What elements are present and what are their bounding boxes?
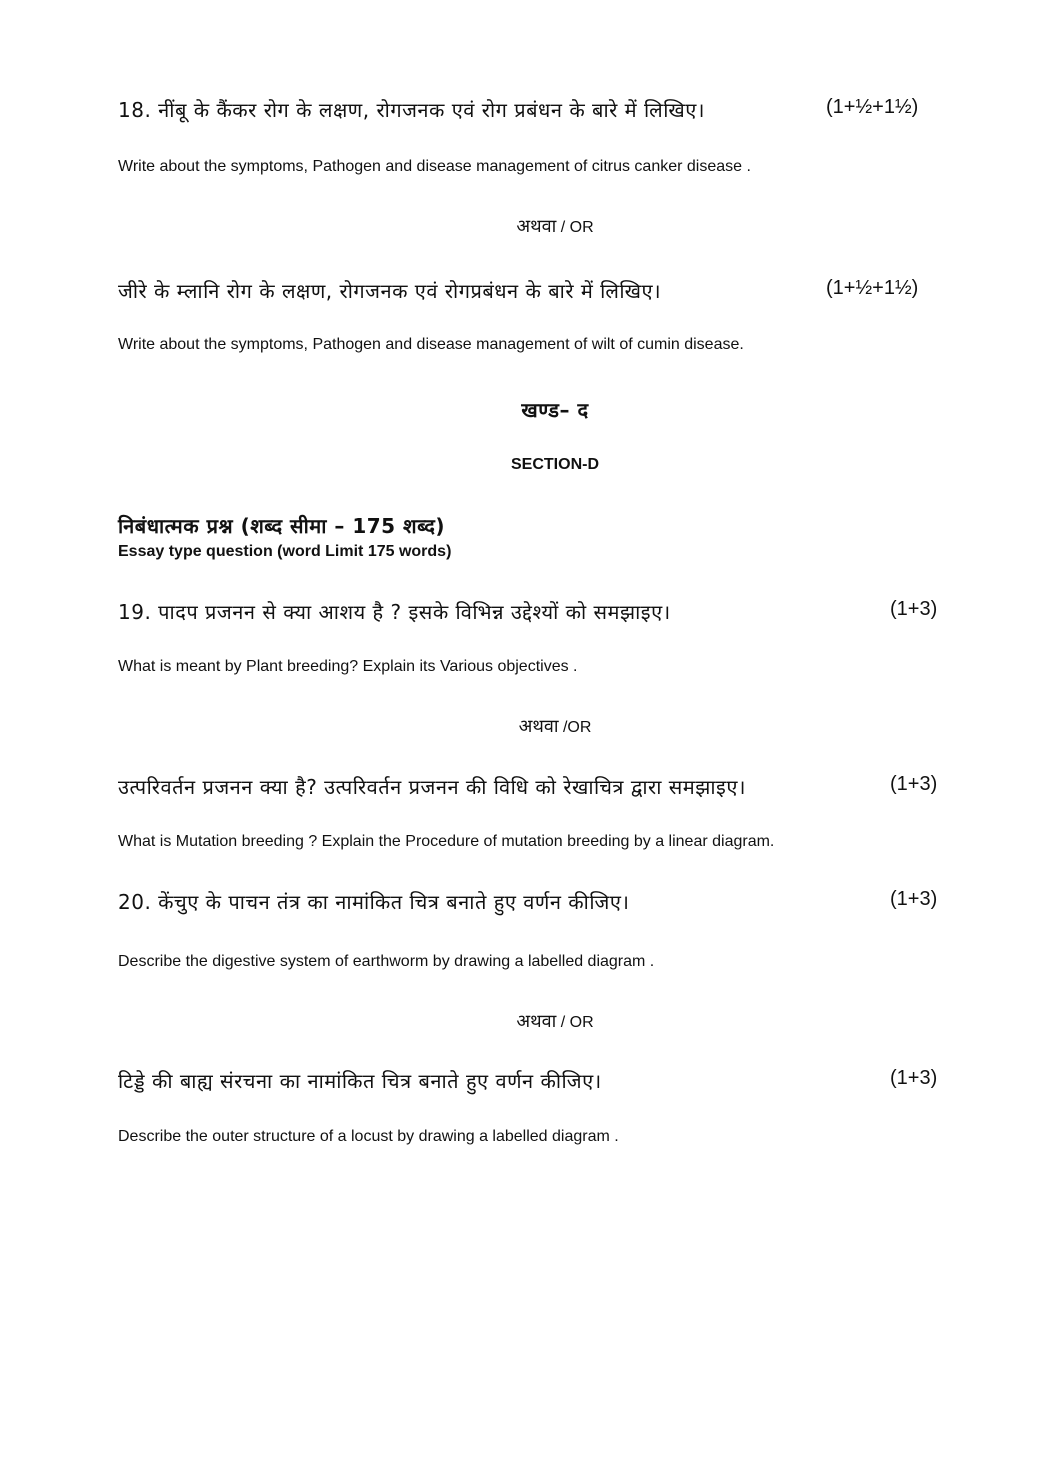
q19-marks: (1+3) [890, 598, 938, 620]
q20-alt-marks: (1+3) [890, 1067, 938, 1089]
q19-hindi-text: 19. पादप प्रजनन से क्या आशय है ? इसके विभिन्न उद्देश्यों को समझाइए। [118, 600, 671, 624]
or-hindi: अथवा [516, 216, 557, 236]
or-separator-3 [0, 1009, 1044, 1033]
q19-alt-marks: (1+3) [890, 773, 938, 795]
section-english-heading: SECTION-D [511, 456, 599, 473]
q18-hindi-text: 18. नींबू के कैंकर रोग के लक्षण, रोगजनक एवं रोग प्रबंधन के बारे में लिखिए। [118, 98, 705, 122]
q20-alt-hindi-text: टिड्डे की बाह्य संरचना का नामांकित चित्र बनाते हुए वर्णन कीजिए। [118, 1069, 602, 1093]
q19-alt-hindi-text: उत्परिवर्तन प्रजनन क्या है? उत्परिवर्तन प्रजनन की विधि को रेखाचित्र द्वारा समझाइए। [118, 775, 746, 799]
or-separator-1 [0, 214, 1044, 238]
q19-english-text: What is meant by Plant breeding? Explain its Various objectives . [118, 658, 578, 675]
q18-english-text: Write about the symptoms, Pathogen and disease management of citrus canker disease . [118, 158, 751, 175]
or-slash: / [556, 219, 570, 236]
q18-marks: (1+½+1½) [826, 96, 919, 118]
or-english: OR [567, 719, 592, 736]
or-hindi: अथवा [516, 1011, 557, 1031]
q20-alt-english-text: Describe the outer structure of a locust by drawing a labelled diagram . [118, 1128, 619, 1145]
or-english: OR [569, 219, 594, 236]
q18-alt-marks: (1+½+1½) [826, 277, 919, 299]
or-slash: / [556, 1014, 570, 1031]
q20-hindi-text: 20. केंचुए के पाचन तंत्र का नामांकित चित्र बनाते हुए वर्णन कीजिए। [118, 890, 630, 914]
or-slash: / [558, 719, 568, 736]
q20-english-text: Describe the digestive system of earthworm by drawing a labelled diagram . [118, 953, 655, 970]
essay-hindi-heading: निबंधात्मक प्रश्न (शब्द सीमा – 175 शब्द) [118, 514, 446, 538]
or-english: OR [569, 1014, 594, 1031]
q19-alt-english-text: What is Mutation breeding ? Explain the Procedure of mutation breeding by a linear diagram. [118, 833, 775, 850]
or-hindi: अथवा [518, 716, 559, 736]
q20-marks: (1+3) [890, 888, 938, 910]
section-hindi-heading: खण्ड– द [521, 398, 589, 422]
q18-alt-english-text: Write about the symptoms, Pathogen and disease management of wilt of cumin disease. [118, 336, 744, 353]
or-separator-2 [0, 714, 1044, 738]
essay-english-heading: Essay type question (word Limit 175 words) [118, 543, 452, 560]
q18-alt-hindi-text: जीरे के म्लानि रोग के लक्षण, रोगजनक एवं रोगप्रबंधन के बारे में लिखिए। [118, 279, 662, 303]
